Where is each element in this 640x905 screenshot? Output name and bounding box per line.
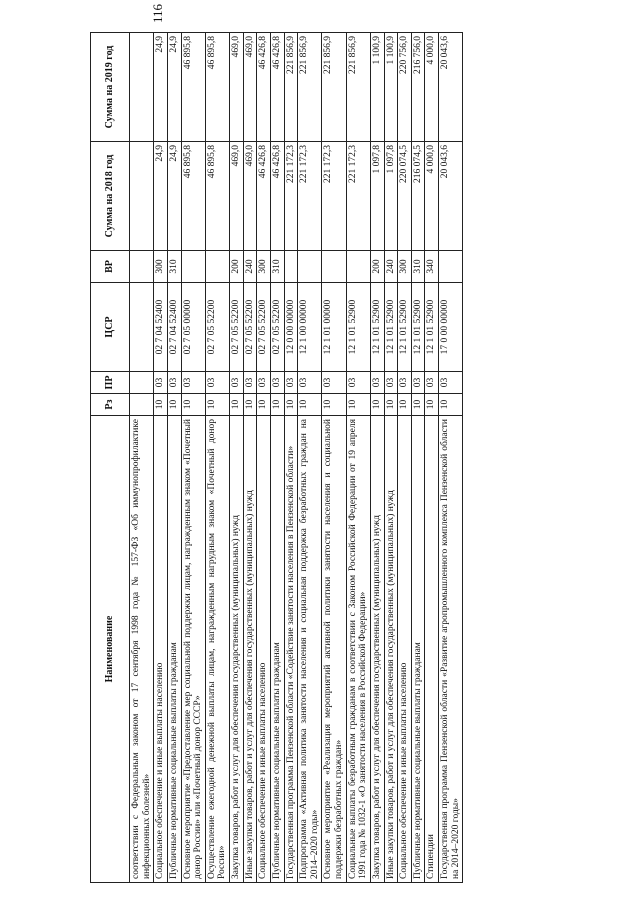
table-row (346, 33, 370, 883)
cell-name: Основное мероприятие «Предоставление мер социальной поддержки лицам, награжденным знаком «Почетный донор России» или «Почетный донор СССР» (181, 416, 205, 883)
cell-pr: 03 (270, 372, 284, 394)
table-row (384, 33, 398, 883)
cell-rz: 10 (167, 394, 181, 416)
cell-sum-2018: 1 097,8 (384, 142, 398, 251)
cell-vr: 240 (384, 251, 398, 283)
cell-vr (284, 251, 298, 283)
cell-csr: 12 1 01 52900 (384, 283, 398, 372)
cell-name: Основное мероприятие «Реализация мероприятий активной политики занятости населения и социальной поддержки безработных граждан» (322, 416, 346, 883)
cell-pr: 03 (257, 372, 271, 394)
cell-vr (298, 251, 322, 283)
cell-csr: 02 7 05 52200 (230, 283, 244, 372)
table-row (230, 33, 244, 883)
table-row (398, 33, 412, 883)
cell-csr: 12 1 01 00000 (322, 283, 346, 372)
table-row (154, 33, 168, 883)
budget-table (90, 32, 463, 883)
cell-pr: 03 (322, 372, 346, 394)
cell-csr: 02 7 05 52200 (270, 283, 284, 372)
cell-rz: 10 (384, 394, 398, 416)
cell-sum-2018: 46 895,8 (181, 142, 205, 251)
cell-rz: 10 (205, 394, 229, 416)
cell-sum-2018: 221 172,3 (346, 142, 370, 251)
header-pr: ПР (91, 372, 130, 394)
cell-vr: 310 (270, 251, 284, 283)
cell-csr: 12 1 01 52900 (346, 283, 370, 372)
cell-name: Стипендии (425, 416, 439, 883)
cell-vr (205, 251, 229, 283)
cell-sum-2019: 1 100,9 (384, 33, 398, 142)
cell-rz: 10 (298, 394, 322, 416)
cell-name: Публичные нормативные социальные выплаты гражданам (167, 416, 181, 883)
cell-vr: 300 (398, 251, 412, 283)
cell-sum-2019: 221 856,9 (346, 33, 370, 142)
cell-rz: 10 (346, 394, 370, 416)
table-row (167, 33, 181, 883)
cell-sum-2018: 469,0 (243, 142, 257, 251)
cell-sum-2018: 46 426,8 (257, 142, 271, 251)
header-name: Наименование (91, 416, 130, 883)
cell-sum-2019: 46 426,8 (257, 33, 271, 142)
cell-name: соответствии с Федеральным законом от 17 сентября 1998 года № 157-ФЗ «Об иммунопрофилактике инфекционных болезней» (130, 416, 154, 883)
cell-rz: 10 (270, 394, 284, 416)
cell-pr: 03 (167, 372, 181, 394)
cell-csr: 12 1 01 52900 (370, 283, 384, 372)
cell-sum-2018: 220 074,5 (398, 142, 412, 251)
cell-csr (130, 283, 154, 372)
cell-name: Государственная программа Пензенской области «Развитие агропромышленного комплекса Пензенской области на 2014–2020 годы» (439, 416, 463, 883)
cell-sum-2018: 469,0 (230, 142, 244, 251)
cell-csr: 02 7 05 00000 (181, 283, 205, 372)
cell-sum-2019: 1 100,9 (370, 33, 384, 142)
cell-sum-2019: 221 856,9 (284, 33, 298, 142)
cell-sum-2018: 221 172,3 (298, 142, 322, 251)
cell-pr: 03 (284, 372, 298, 394)
cell-sum-2019: 221 856,9 (322, 33, 346, 142)
cell-sum-2018: 46 426,8 (270, 142, 284, 251)
cell-vr: 200 (370, 251, 384, 283)
cell-name: Закупка товаров, работ и услуг для обеспечения государственных (муниципальных) нужд (230, 416, 244, 883)
cell-pr: 03 (181, 372, 205, 394)
cell-csr: 12 1 01 52900 (425, 283, 439, 372)
cell-pr: 03 (439, 372, 463, 394)
table-row (298, 33, 322, 883)
cell-sum-2019: 469,0 (230, 33, 244, 142)
cell-vr: 310 (167, 251, 181, 283)
cell-sum-2018: 4 000,0 (425, 142, 439, 251)
cell-sum-2018: 221 172,3 (322, 142, 346, 251)
table-row (181, 33, 205, 883)
cell-csr: 02 7 05 52200 (243, 283, 257, 372)
cell-name: Государственная программа Пензенской области «Содействие занятости населения в Пензенской области» (284, 416, 298, 883)
cell-rz (130, 394, 154, 416)
cell-sum-2018 (130, 142, 154, 251)
cell-rz: 10 (322, 394, 346, 416)
cell-vr: 340 (425, 251, 439, 283)
cell-name: Иные закупки товаров, работ и услуг для обеспечения государственных (муниципальных) нужд (384, 416, 398, 883)
header-sum-2018: Сумма на 2018 год (91, 142, 130, 251)
cell-pr: 03 (205, 372, 229, 394)
cell-vr (130, 251, 154, 283)
cell-pr: 03 (298, 372, 322, 394)
cell-sum-2019 (130, 33, 154, 142)
cell-sum-2019: 24,9 (167, 33, 181, 142)
cell-sum-2018: 24,9 (154, 142, 168, 251)
cell-name: Закупка товаров, работ и услуг для обеспечения государственных (муниципальных) нужд (370, 416, 384, 883)
cell-name: Социальные выплаты безработным гражданам в соответствии с Законом Российской Федерации от 19 апреля 1991 года № 1032-1 «О занятости населения в Российской Федерации» (346, 416, 370, 883)
table-header-row (91, 33, 130, 883)
cell-rz: 10 (230, 394, 244, 416)
cell-csr: 02 7 05 52200 (257, 283, 271, 372)
table-row (205, 33, 229, 883)
cell-vr: 300 (257, 251, 271, 283)
cell-rz: 10 (425, 394, 439, 416)
cell-csr: 17 0 00 00000 (439, 283, 463, 372)
cell-vr: 310 (411, 251, 425, 283)
cell-vr: 240 (243, 251, 257, 283)
cell-rz: 10 (181, 394, 205, 416)
header-sum-2019: Сумма на 2019 год (91, 33, 130, 142)
cell-pr: 03 (411, 372, 425, 394)
cell-rz: 10 (398, 394, 412, 416)
cell-csr: 12 0 00 00000 (284, 283, 298, 372)
cell-rz: 10 (257, 394, 271, 416)
cell-rz: 10 (284, 394, 298, 416)
cell-pr: 03 (398, 372, 412, 394)
cell-pr: 03 (230, 372, 244, 394)
table-row (130, 33, 154, 883)
cell-csr: 12 1 01 52900 (398, 283, 412, 372)
cell-rz: 10 (154, 394, 168, 416)
table-row (322, 33, 346, 883)
cell-vr (346, 251, 370, 283)
table-row (257, 33, 271, 883)
cell-pr: 03 (384, 372, 398, 394)
cell-vr: 200 (230, 251, 244, 283)
cell-vr (322, 251, 346, 283)
table-row (243, 33, 257, 883)
cell-name: Социальное обеспечение и иные выплаты населению (257, 416, 271, 883)
cell-csr: 02 7 05 52200 (205, 283, 229, 372)
cell-name: Иные закупки товаров, работ и услуг для обеспечения государственных (муниципальных) нужд (243, 416, 257, 883)
cell-rz: 10 (243, 394, 257, 416)
table-row (425, 33, 439, 883)
cell-name: Публичные нормативные социальные выплаты гражданам (270, 416, 284, 883)
cell-sum-2018: 24,9 (167, 142, 181, 251)
cell-sum-2019: 20 043,6 (439, 33, 463, 142)
cell-name: Подпрограмма «Активная политика занятости населения и социальная поддержка безработных граждан на 2014–2020 годы» (298, 416, 322, 883)
cell-pr: 03 (154, 372, 168, 394)
cell-pr (130, 372, 154, 394)
table-row (411, 33, 425, 883)
cell-csr: 12 1 00 00000 (298, 283, 322, 372)
cell-name: Публичные нормативные социальные выплаты гражданам (411, 416, 425, 883)
cell-sum-2019: 46 895,8 (181, 33, 205, 142)
table-row (370, 33, 384, 883)
page-number: 116 (150, 3, 165, 23)
cell-pr: 03 (370, 372, 384, 394)
table-row (284, 33, 298, 883)
cell-sum-2018: 20 043,6 (439, 142, 463, 251)
cell-rz: 10 (439, 394, 463, 416)
header-rz: Рз (91, 394, 130, 416)
cell-sum-2019: 216 756,0 (411, 33, 425, 142)
cell-sum-2019: 4 000,0 (425, 33, 439, 142)
cell-vr (439, 251, 463, 283)
cell-vr: 300 (154, 251, 168, 283)
cell-sum-2019: 469,0 (243, 33, 257, 142)
budget-table-container (90, 33, 463, 883)
table-row (270, 33, 284, 883)
header-vr: ВР (91, 251, 130, 283)
cell-sum-2018: 46 895,8 (205, 142, 229, 251)
cell-csr: 12 1 01 52900 (411, 283, 425, 372)
cell-csr: 02 7 04 52400 (167, 283, 181, 372)
cell-name: Осуществление ежегодной денежной выплаты лицам, награжденным нагрудным знаком «Почетный донор России» (205, 416, 229, 883)
cell-rz: 10 (411, 394, 425, 416)
cell-vr (181, 251, 205, 283)
cell-sum-2019: 46 426,8 (270, 33, 284, 142)
cell-rz: 10 (370, 394, 384, 416)
cell-sum-2019: 24,9 (154, 33, 168, 142)
cell-sum-2019: 46 895,8 (205, 33, 229, 142)
table-row (439, 33, 463, 883)
cell-csr: 02 7 04 52400 (154, 283, 168, 372)
cell-sum-2018: 216 074,5 (411, 142, 425, 251)
cell-sum-2018: 1 097,8 (370, 142, 384, 251)
cell-sum-2019: 220 756,0 (398, 33, 412, 142)
cell-pr: 03 (243, 372, 257, 394)
cell-pr: 03 (425, 372, 439, 394)
cell-pr: 03 (346, 372, 370, 394)
table-body (130, 33, 463, 883)
cell-name: Социальное обеспечение и иные выплаты населению (398, 416, 412, 883)
header-csr: ЦСР (91, 283, 130, 372)
cell-name: Социальное обеспечение и иные выплаты населению (154, 416, 168, 883)
cell-sum-2019: 221 856,9 (298, 33, 322, 142)
cell-sum-2018: 221 172,3 (284, 142, 298, 251)
